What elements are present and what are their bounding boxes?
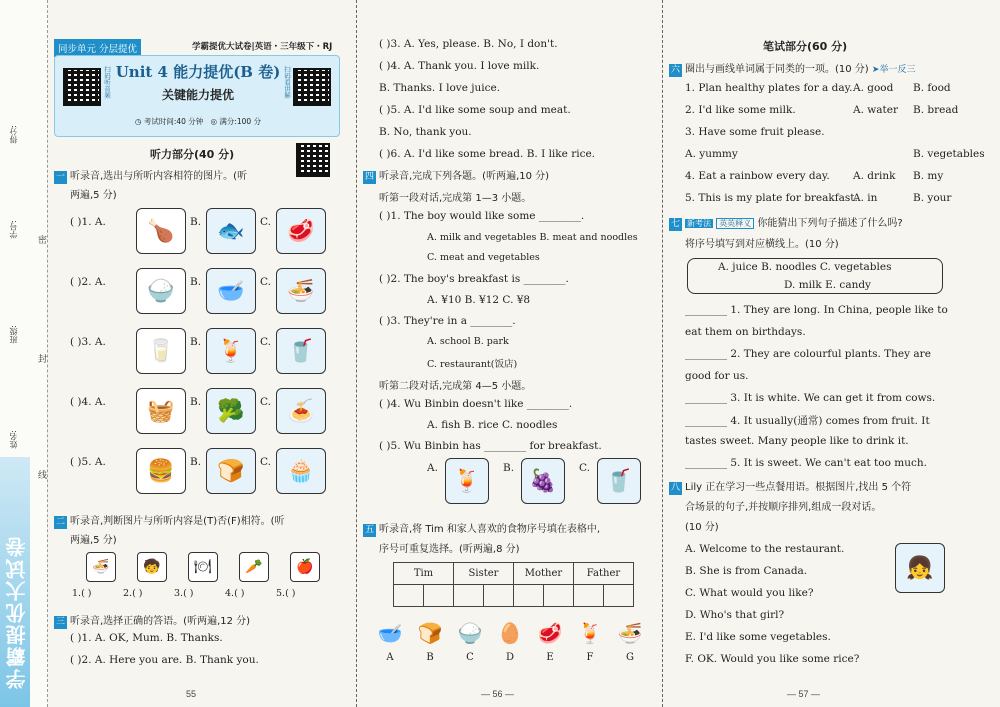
s2-answer-blank[interactable]: 1.( )	[72, 588, 92, 599]
s1-item-number: ( )4. A.	[70, 396, 106, 408]
picture-icon: 🍎	[296, 559, 314, 575]
s3-item-6: ( )6. A. I'd like some bread. B. I like rice.	[379, 148, 596, 160]
q5-option-picture[interactable]	[445, 458, 489, 504]
s1-option-picture[interactable]	[136, 328, 186, 374]
q5-option-picture[interactable]	[597, 458, 641, 504]
option-c-label: C.	[260, 396, 271, 408]
s6-option-b[interactable]: B. vegetables	[913, 148, 985, 160]
s1-option-picture[interactable]	[136, 268, 186, 314]
table-header-cell: Tim	[394, 563, 454, 585]
answer-cell[interactable]	[424, 585, 454, 607]
qr-code-right[interactable]	[293, 68, 331, 106]
s6-option-a[interactable]: A. drink	[853, 170, 896, 182]
food-icon: 🍞	[217, 458, 245, 484]
table-header-cell: Sister	[454, 563, 514, 585]
picture-icon: 🍜	[92, 559, 110, 575]
word-bank-box	[687, 258, 943, 294]
s2-picture	[239, 552, 269, 582]
s8-sentence: C. What would you like?	[685, 587, 814, 599]
s1-option-picture[interactable]	[276, 268, 326, 314]
dialog-2-intro: 听第二段对话,完成第 4—5 小题。	[379, 381, 532, 392]
s2-picture	[137, 552, 167, 582]
food-icon: 🥩	[287, 218, 315, 244]
option-c-label: C.	[260, 216, 271, 228]
dialog-1-intro: 听第一段对话,完成第 1—3 小题。	[379, 193, 532, 204]
section-4-instruction: 四 听录音,完成下列各题。(听两遍,10 分)	[364, 171, 550, 182]
page-number: 55	[186, 689, 197, 699]
option-c-label: C.	[260, 276, 271, 288]
section-3-instruction: 三 听录音,选择正确的答语。(听两遍,12 分)	[55, 616, 251, 627]
section-2-instruction-2: 两遍,5 分)	[70, 535, 117, 546]
s2-answer-blank[interactable]: 4.( )	[225, 588, 245, 599]
food-option-label: D	[505, 652, 515, 663]
practice-tag: ➤举一反三	[871, 65, 916, 75]
food-option-label: B	[426, 652, 434, 663]
s4-q3-options: A. school B. park	[427, 336, 509, 347]
s6-option-b[interactable]: B. my	[913, 170, 944, 182]
score-label: 得分:	[9, 125, 18, 144]
section-7-instruction-2: 将序号填写到对应横线上。(10 分)	[685, 239, 839, 250]
food-icon: 🍗	[147, 218, 175, 244]
s2-picture	[188, 552, 218, 582]
s6-option-a[interactable]: A. in	[853, 192, 878, 204]
breakfast-icon: 🥤	[605, 468, 633, 494]
s3-item-5b: B. No, thank you.	[379, 126, 472, 138]
s4-q3: ( )3. They're in a ________.	[379, 315, 516, 327]
food-preference-table	[393, 562, 634, 607]
food-icon: 🐟	[217, 218, 245, 244]
s2-answer-blank[interactable]: 2.( )	[123, 588, 143, 599]
s3-item-4b: B. Thanks. I love juice.	[379, 82, 501, 94]
unit-title: Unit 4 能力提优(B 卷)	[115, 63, 281, 81]
s1-option-picture[interactable]	[276, 208, 326, 254]
written-title: 笔试部分(60 分)	[763, 40, 848, 53]
s6-option-b[interactable]: B. food	[913, 82, 951, 94]
section-2-instruction: 二 听录音,判断图片与所听内容是(T)否(F)相符。(听	[55, 516, 285, 527]
qr-right-label: 扫码看讲解	[283, 66, 291, 99]
s4-q4: ( )4. Wu Binbin doesn't like ________.	[379, 398, 573, 410]
section-6-instruction: 六 圈出与画线单词属于同类的一项。(10 分) ➤举一反三	[670, 64, 916, 75]
qr-code-listening[interactable]	[296, 143, 330, 177]
word-bank-row-1: A. juice B. noodles C. vegetables	[718, 261, 892, 273]
answer-cell[interactable]	[604, 585, 634, 607]
word-bank-row-2: D. milk E. candy	[784, 279, 871, 291]
student-id-label: 学号:	[9, 220, 18, 239]
answer-cell[interactable]	[394, 585, 424, 607]
page-55	[50, 0, 346, 707]
section-8-score: (10 分)	[685, 522, 719, 533]
food-option-label: A	[386, 652, 394, 663]
page-number: — 57 —	[787, 689, 821, 699]
q5-option-label: B.	[503, 462, 515, 474]
food-option-icon: 🍚	[457, 621, 483, 645]
s7-line: ________ 3. It is white. We can get it from cows.	[685, 392, 936, 404]
waiter-icon: 👧	[906, 555, 934, 581]
s4-q1-option-c: C. meat and vegetables	[427, 252, 540, 263]
food-icon: 🍹	[217, 338, 245, 364]
seal-mark-1: 密	[38, 236, 48, 246]
option-b-label: B.	[190, 216, 202, 228]
s6-question: 2. I'd like some milk.	[685, 104, 796, 116]
food-option-icon: 🍜	[617, 621, 643, 645]
section-8-instruction-2: 合场景的句子,并按顺序排列,组成一段对话。	[685, 502, 882, 513]
s8-sentence: F. OK. Would you like some rice?	[685, 653, 860, 665]
unit-subtitle: 关键能力提优	[161, 88, 234, 102]
restaurant-scene-picture	[895, 543, 945, 593]
s8-sentence: B. She is from Canada.	[685, 565, 808, 577]
breakfast-icon: 🍹	[453, 468, 481, 494]
binding-strip	[0, 0, 48, 707]
section-badge: 一	[55, 172, 65, 182]
answer-cell[interactable]	[484, 585, 514, 607]
s1-option-picture[interactable]	[276, 388, 326, 434]
s7-line: ________ 4. It usually(通常) comes from fruit. It	[685, 415, 930, 427]
exam-time: ◷ 考试时间:40 分钟	[134, 117, 204, 126]
s1-option-picture[interactable]	[136, 208, 186, 254]
s7-line: tastes sweet. Many people like to drink it.	[685, 435, 909, 447]
picture-icon: 🧒	[143, 559, 161, 575]
s1-option-picture[interactable]	[276, 448, 326, 494]
exam-info	[113, 116, 283, 127]
picture-icon: 🥕	[245, 559, 263, 575]
answer-cell[interactable]	[574, 585, 604, 607]
food-option-icon: 🥚	[497, 621, 523, 645]
s1-item-number: ( )3. A.	[70, 336, 106, 348]
s1-option-picture[interactable]	[206, 448, 256, 494]
q5-option-picture[interactable]	[521, 458, 565, 504]
book-title: 学霸提优大试卷|英语・三年级下・RJ	[192, 42, 333, 52]
s7-line: ________ 1. They are long. In China, people like to	[685, 304, 948, 316]
page-number: — 56 —	[481, 689, 515, 699]
food-option-icon: 🥣	[377, 621, 403, 645]
listening-title: 听力部分(40 分)	[150, 148, 235, 161]
s8-sentence: A. Welcome to the restaurant.	[685, 543, 845, 555]
s4-q1-options: A. milk and vegetables B. meat and noodles	[427, 232, 638, 243]
option-b-label: B.	[190, 276, 202, 288]
section-8-instruction: 八 Lily 正在学习一些点餐用语。根据图片,找出 5 个符	[670, 482, 912, 493]
s1-option-picture[interactable]	[206, 328, 256, 374]
food-icon: 🥛	[147, 338, 175, 364]
food-option-label: C	[466, 652, 474, 663]
s7-line: ________ 5. It is sweet. We can't eat too much.	[685, 457, 927, 469]
s1-option-picture[interactable]	[206, 388, 256, 434]
food-option-icon: 🍞	[417, 621, 443, 645]
food-option-icon: 🥩	[537, 621, 563, 645]
s1-option-picture[interactable]	[206, 268, 256, 314]
option-b-label: B.	[190, 456, 202, 468]
s4-q1: ( )1. The boy would like some ________.	[379, 210, 585, 222]
breakfast-icon: 🍇	[529, 468, 557, 494]
section-1-instruction-2: 两遍,5 分)	[70, 190, 117, 201]
option-b-label: B.	[190, 396, 202, 408]
food-icon: 🍜	[287, 278, 315, 304]
s3-item-5: ( )5. A. I'd like some soup and meat.	[379, 104, 571, 116]
food-icon: 🍝	[287, 398, 315, 424]
s1-item-number: ( )2. A.	[70, 276, 106, 288]
food-icon: 🍚	[147, 278, 175, 304]
food-icon: 🥣	[217, 278, 245, 304]
s7-line: good for us.	[685, 370, 749, 382]
page-57	[662, 0, 985, 707]
s2-picture	[290, 552, 320, 582]
qr-left-label: 扫码听音频	[103, 66, 111, 99]
answer-cell[interactable]	[514, 585, 544, 607]
s6-question: 3. Have some fruit please.	[685, 126, 825, 138]
option-c-label: C.	[260, 456, 271, 468]
section-7-instruction: 七 新考法 英英释义 你能猜出下列句子描述了什么吗?	[670, 218, 903, 229]
food-icon: 🧺	[147, 398, 175, 424]
food-icon: 🧁	[287, 458, 315, 484]
s6-option-b[interactable]: B. your	[913, 192, 952, 204]
food-option-label: G	[626, 652, 634, 663]
unit-tag: 同步单元 分层提优	[54, 39, 141, 57]
class-label: 班级:	[9, 325, 18, 344]
seal-mark-3: 线	[38, 471, 48, 481]
seal-mark-2: 封	[38, 355, 48, 365]
s6-question: A. yummy	[685, 148, 738, 160]
s4-q2-options: A. ¥10 B. ¥12 C. ¥8	[427, 294, 531, 306]
q5-option-label: C.	[579, 462, 590, 474]
food-icon: 🍔	[147, 458, 175, 484]
option-b-label: B.	[190, 336, 202, 348]
table-header-cell: Father	[574, 563, 634, 585]
s2-answer-blank[interactable]: 5.( )	[276, 588, 296, 599]
unit-header-box	[54, 55, 340, 137]
s6-question: 5. This is my plate for breakfast.	[685, 192, 858, 204]
food-option-label: F	[586, 652, 594, 663]
food-option-label: E	[546, 652, 554, 663]
brand-band	[0, 457, 30, 707]
s4-q4-options: A. fish B. rice C. noodles	[427, 419, 558, 431]
table-header-cell: Mother	[514, 563, 574, 585]
s4-q3-option-c: C. restaurant(饭店)	[427, 359, 518, 370]
s1-option-picture[interactable]	[136, 388, 186, 434]
section-5-instruction: 五 听录音,将 Tim 和家人喜欢的食物序号填在表格中,	[364, 524, 601, 535]
s6-option-b[interactable]: B. bread	[913, 104, 959, 116]
s2-answer-blank[interactable]: 3.( )	[174, 588, 194, 599]
s7-line: eat them on birthdays.	[685, 326, 806, 338]
picture-icon: 🍽	[194, 559, 212, 575]
answer-cell[interactable]	[454, 585, 484, 607]
s6-option-a[interactable]: A. good	[853, 82, 894, 94]
s8-sentence: D. Who's that girl?	[685, 609, 785, 621]
q5-option-label: A.	[427, 462, 438, 474]
section-5-instruction-2: 序号可重复选择。(听两遍,8 分)	[379, 544, 520, 555]
food-icon: 🥤	[287, 338, 315, 364]
s6-question: 1. Plan healthy plates for a day.	[685, 82, 853, 94]
s6-option-a[interactable]: A. water	[853, 104, 898, 116]
s1-option-picture[interactable]	[276, 328, 326, 374]
full-score: ◎ 满分:100 分	[210, 117, 262, 126]
s4-q2: ( )2. The boy's breakfast is ________.	[379, 273, 569, 285]
s8-sentence: E. I'd like some vegetables.	[685, 631, 831, 643]
s1-option-picture[interactable]	[136, 448, 186, 494]
s3-item-4: ( )4. A. Thank you. I love milk.	[379, 60, 540, 72]
option-c-label: C.	[260, 336, 271, 348]
s4-q5: ( )5. Wu Binbin has ________ for breakfast.	[379, 440, 602, 452]
brand-text: 学霸提优大试卷	[5, 535, 29, 689]
name-label: 姓名:	[9, 430, 18, 449]
s7-line: ________ 2. They are colourful plants. They are	[685, 348, 931, 360]
section-1-instruction: 一 听录音,选出与所听内容相符的图片。(听	[55, 171, 248, 182]
page-56	[356, 0, 652, 707]
s1-item-number: ( )5. A.	[70, 456, 106, 468]
s1-option-picture[interactable]	[206, 208, 256, 254]
qr-code-left[interactable]	[63, 68, 101, 106]
s1-item-number: ( )1. A.	[70, 216, 106, 228]
s3-item-3: ( )3. A. Yes, please. B. No, I don't.	[379, 38, 558, 50]
s3-item-2: ( )2. A. Here you are. B. Thank you.	[70, 654, 259, 666]
s2-picture	[86, 552, 116, 582]
answer-cell[interactable]	[544, 585, 574, 607]
food-icon: 🥦	[217, 398, 245, 424]
s6-question: 4. Eat a rainbow every day.	[685, 170, 830, 182]
s3-item-1: ( )1. A. OK, Mum. B. Thanks.	[70, 632, 223, 644]
food-option-icon: 🍹	[577, 621, 603, 645]
